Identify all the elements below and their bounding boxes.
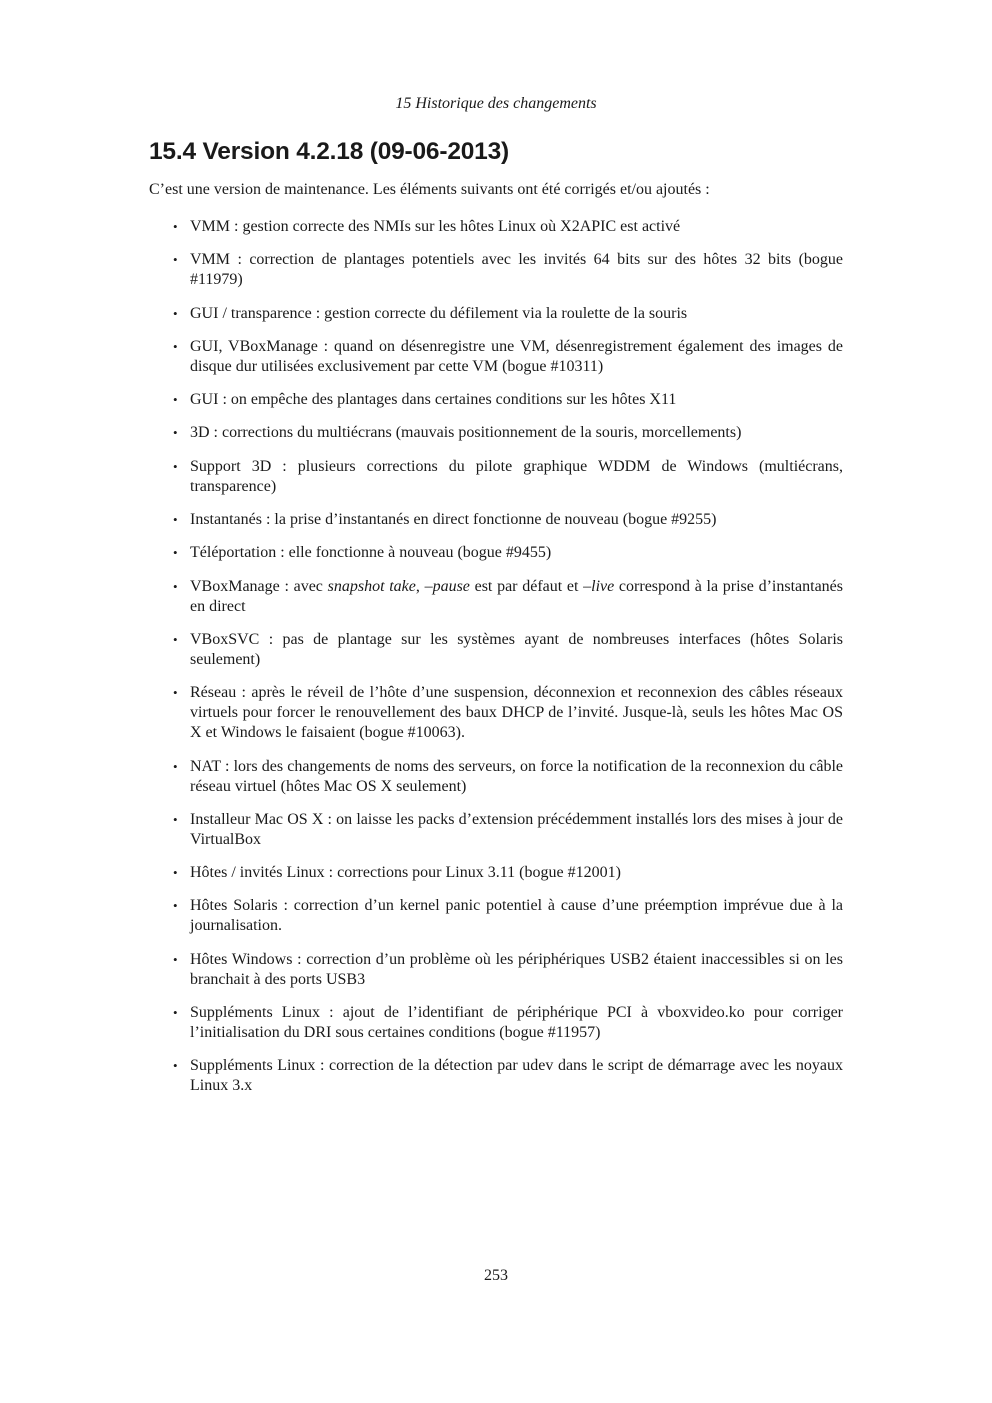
bullet-icon: • [173, 1058, 178, 1074]
bullet-icon: • [173, 458, 178, 474]
bullet-icon: • [173, 252, 178, 268]
text-fragment: correspond à la prise d’instantanés en direct [190, 577, 843, 615]
emphasized-text: snapshot take [327, 577, 416, 595]
bullet-icon: • [173, 338, 178, 354]
change-item [173, 683, 843, 743]
change-item-text: Instantanés : la prise d’instantanés en direct fonctionne de nouveau (bogue #9255) [190, 511, 717, 529]
change-item-text: Suppléments Linux : ajout de l’identifiant de périphérique PCI à vboxvideo.ko pour corriger l’initialisation du DRI sous certaines conditions (bogue #11957) [190, 1004, 843, 1042]
change-item-text [190, 578, 843, 615]
change-item [173, 630, 843, 670]
bullet-icon: • [173, 578, 178, 594]
running-header: 15 Historique des changements [395, 95, 597, 112]
change-item [173, 390, 843, 410]
change-item [173, 896, 843, 936]
page-number: 253 [484, 1267, 508, 1284]
change-item [173, 510, 843, 530]
emphasized-text: –pause [424, 577, 470, 595]
bullet-icon: • [173, 305, 178, 321]
change-item [173, 577, 843, 617]
change-item-text: Hôtes Windows : correction d’un problème où les périphériques USB2 étaient inaccessibles si on les branchait à des ports USB3 [190, 950, 843, 988]
change-item-text: GUI, VBoxManage : quand on désenregistre une VM, désenregistrement également des images de disque dur utilisées exclusivement par cette VM (bogue #10311) [190, 337, 843, 375]
text-fragment: VBoxManage : avec [190, 577, 328, 595]
change-item [173, 950, 843, 990]
bullet-icon: • [173, 545, 178, 561]
change-item [173, 757, 843, 797]
bullet-icon: • [173, 1005, 178, 1021]
change-item-text: 3D : corrections du multiécrans (mauvais positionnement de la souris, morcellements) [190, 424, 742, 442]
bullet-icon: • [173, 865, 178, 881]
change-item [173, 457, 843, 497]
change-item-text: Hôtes Solaris : correction d’un kernel panic potentiel à cause d’une préemption imprévue due à la journalisation. [190, 897, 843, 935]
change-item-text: Réseau : après le réveil de l’hôte d’une suspension, déconnexion et reconnexion des câbles réseaux virtuels pour forcer le renouvellement des baux DHCP de l’invité. Jusque-là, seuls les hôtes Mac OS X et Windows le faisaient (bogue #10063). [190, 684, 843, 742]
change-list [173, 217, 843, 1110]
bullet-icon: • [173, 512, 178, 528]
change-item-text: NAT : lors des changements de noms des serveurs, on force la notification de la reconnexion du câble réseau virtuel (hôtes Mac OS X seulement) [190, 757, 843, 795]
change-item-text: Suppléments Linux : correction de la détection par udev dans le script de démarrage avec les noyaux Linux 3.x [190, 1057, 843, 1095]
change-item-text: Hôtes / invités Linux : corrections pour Linux 3.11 (bogue #12001) [190, 864, 621, 882]
text-fragment: , [415, 577, 425, 595]
text-fragment: est par défaut et [469, 577, 584, 595]
bullet-icon: • [173, 758, 178, 774]
change-item [173, 217, 843, 237]
change-item [173, 1003, 843, 1043]
bullet-icon: • [173, 898, 178, 914]
change-item [173, 863, 843, 883]
bullet-icon: • [173, 631, 178, 647]
bullet-icon: • [173, 392, 178, 408]
change-item-text: GUI : on empêche des plantages dans certaines conditions sur les hôtes X11 [190, 391, 677, 409]
bullet-icon: • [173, 811, 178, 827]
change-item-text: Support 3D : plusieurs corrections du pilote graphique WDDM de Windows (multiécrans, transparence) [190, 457, 843, 495]
change-item [173, 810, 843, 850]
change-item [173, 423, 843, 443]
change-item [173, 250, 843, 290]
change-item-text: GUI / transparence : gestion correcte du défilement via la roulette de la souris [190, 304, 688, 322]
section-title: 15.4 Version 4.2.18 (09-06-2013) [149, 138, 509, 165]
bullet-icon: • [173, 425, 178, 441]
intro-paragraph: C’est une version de maintenance. Les éléments suivants ont été corrigés et/ou ajoutés : [149, 181, 710, 198]
change-item-text: VBoxSVC : pas de plantage sur les systèmes ayant de nombreuses interfaces (hôtes Solaris seulement) [190, 630, 843, 668]
change-item [173, 337, 843, 377]
change-item [173, 304, 843, 324]
change-item-text: Installeur Mac OS X : on laisse les packs d’extension précédemment installés lors des mises à jour de VirtualBox [190, 810, 843, 848]
bullet-icon: • [173, 219, 178, 234]
change-item [173, 543, 843, 563]
bullet-icon: • [173, 951, 178, 967]
change-item-text: Téléportation : elle fonctionne à nouveau (bogue #9455) [190, 544, 552, 562]
change-item-text: VMM : correction de plantages potentiels avec les invités 64 bits sur des hôtes 32 bits (bogue #11979) [190, 251, 843, 289]
change-item [173, 1056, 843, 1096]
emphasized-text: –live [583, 577, 615, 595]
bullet-icon: • [173, 685, 178, 701]
change-item-text: VMM : gestion correcte des NMIs sur les hôtes Linux où X2APIC est activé [190, 218, 681, 235]
